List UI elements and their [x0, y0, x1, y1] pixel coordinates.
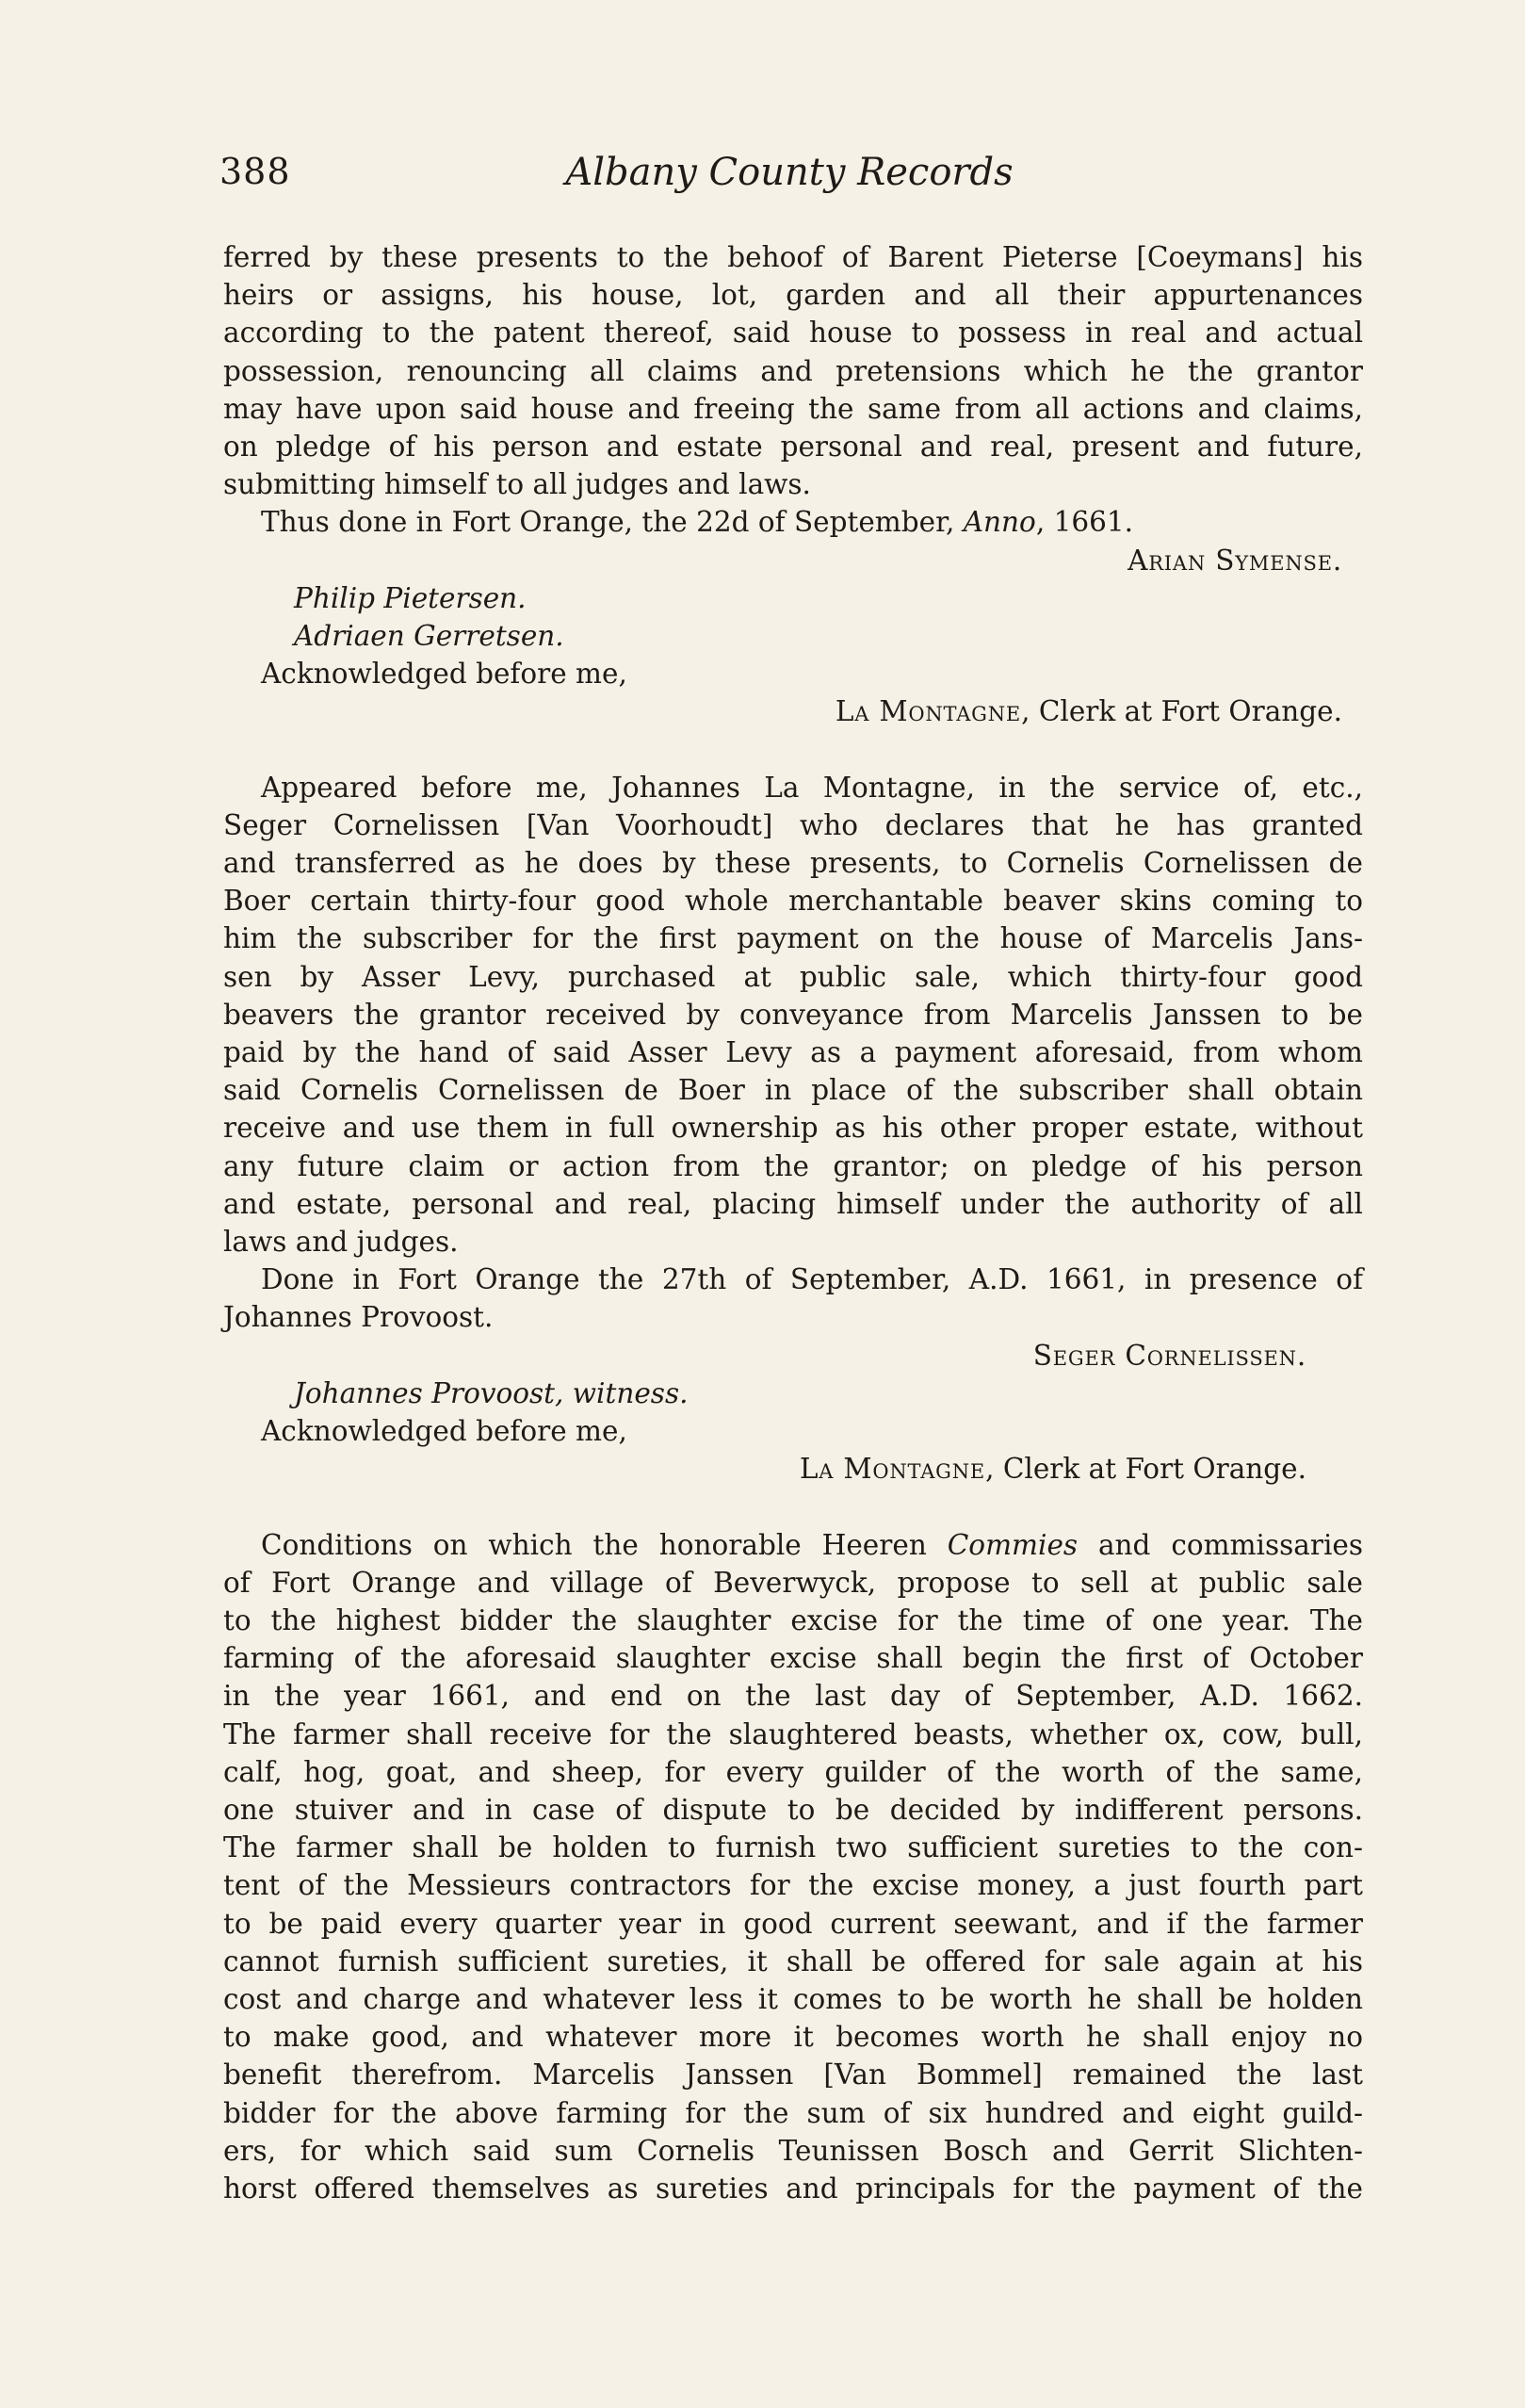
text-run: Conditions on which the honorable Heeren — [261, 1528, 948, 1561]
text-line: him the subscriber for the first payment on the house of Marcelis Jans- — [223, 922, 1363, 955]
text-line: ers, for which said sum Cornelis Teunissen Bosch and Gerrit Slichten- — [223, 2134, 1363, 2167]
text-line: on pledge of his person and estate personal and real, present and future, — [223, 431, 1363, 464]
clerk-name: La Montagne — [835, 695, 1022, 728]
page-number: 388 — [219, 151, 291, 192]
text-line: horst offered themselves as sureties and principals for the payment of the — [223, 2172, 1363, 2205]
text-line: Johannes Provoost. — [223, 1301, 494, 1334]
paragraph-conveyance-continued — [223, 238, 1363, 731]
text-line: cannot furnish sufficient sureties, it shall be offered for sale again at his — [223, 1944, 1363, 1977]
text-line: receive and use them in full ownership as his other proper estate, without — [223, 1112, 1363, 1145]
paragraph-gap — [223, 731, 1363, 769]
date-year: , 1661. — [1035, 506, 1134, 539]
witness-name: Philip Pietersen. — [294, 581, 527, 614]
text-line: laws and judges. — [223, 1226, 459, 1259]
text-line: and estate, personal and real, placing himself under the authority of all — [223, 1187, 1363, 1220]
paragraph-beaver-conveyance — [223, 769, 1363, 1489]
text-line: sen by Asser Levy, purchased at public sale, which thirty-four good — [223, 960, 1363, 993]
text-line: Appeared before me, Johannes La Montagne, in the service of, etc., — [261, 771, 1363, 804]
text-line: any future claim or action from the grantor; on pledge of his person — [223, 1149, 1363, 1182]
body-text — [223, 238, 1363, 2207]
text-line: possession, renouncing all claims and pretensions which he the grantor — [223, 354, 1363, 387]
anno-italic: Anno — [963, 506, 1036, 539]
text-line: ferred by these presents to the behoof of Barent Pieterse [Coeymans] his — [223, 241, 1363, 273]
text-line: to make good, and whatever more it becomes worth he shall enjoy no — [223, 2021, 1363, 2054]
text-line: may have upon said house and freeing the same from all actions and claims, — [223, 392, 1363, 425]
text-line: heirs or assigns, his house, lot, garden and all their appurtenances — [223, 279, 1363, 312]
text-line: in the year 1661, and end on the last day of September, A.D. 1662. — [223, 1680, 1363, 1713]
text-line: benefit therefrom. Marcelis Janssen [Van Bommel] remained the last — [223, 2058, 1363, 2091]
text-line: according to the patent thereof, said house to possess in real and actual — [223, 317, 1363, 350]
text-line: bidder for the above farming for the sum of six hundred and eight guild- — [223, 2096, 1363, 2129]
clerk-signature — [223, 1450, 1363, 1488]
clerk-title: , Clerk at Fort Orange. — [985, 1453, 1306, 1486]
text-line — [223, 1526, 1363, 1564]
text-line: submitting himself to all judges and laws. — [223, 468, 811, 501]
text-line: calf, hog, goat, and sheep, for every guilder of the worth of the same, — [223, 1755, 1363, 1788]
text-line: of Fort Orange and village of Beverwyck, propose to sell at public sale — [223, 1566, 1363, 1599]
text-line: paid by the hand of said Asser Levy as a payment aforesaid, from whom — [223, 1036, 1363, 1069]
text-line: one stuiver and in case of dispute to be decided by indifferent persons. — [223, 1793, 1363, 1826]
witness-name: Adriaen Gerretsen. — [294, 620, 564, 653]
text-line: The farmer shall be holden to furnish two sufficient sureties to the con- — [223, 1831, 1363, 1864]
clerk-name: La Montagne — [799, 1453, 986, 1486]
text-run: and commissaries — [1078, 1528, 1363, 1561]
witness-suffix: , witness. — [555, 1376, 689, 1409]
date-line — [223, 503, 1363, 541]
text-line: Seger Cornelissen [Van Voorhoudt] who declares that he has granted — [223, 808, 1363, 841]
text-line: to be paid every quarter year in good current seewant, and if the farmer — [223, 1907, 1363, 1940]
acknowledgement: Acknowledged before me, — [261, 658, 627, 691]
signer-name: Seger Cornelissen. — [1032, 1339, 1306, 1372]
text-line: Done in Fort Orange the 27th of September, A.D. 1661, in presence of — [261, 1263, 1363, 1296]
text-line: beavers the grantor received by conveyance from Marcelis Janssen to be — [223, 998, 1363, 1031]
page-header — [219, 151, 1359, 207]
acknowledgement: Acknowledged before me, — [261, 1415, 627, 1448]
clerk-signature — [223, 692, 1363, 730]
witness-name: Johannes Provoost — [294, 1376, 556, 1409]
signer-name: Arian Symense. — [1128, 544, 1342, 577]
witness-line — [223, 1375, 1363, 1412]
paragraph-excise-conditions — [223, 1526, 1363, 2208]
date-text: Thus done in Fort Orange, the 22d of September, — [261, 506, 964, 539]
text-line: said Cornelis Cornelissen de Boer in place of the subscriber shall obtain — [223, 1074, 1363, 1107]
clerk-title: , Clerk at Fort Orange. — [1021, 695, 1342, 728]
text-line: farming of the aforesaid slaughter excise shall begin the first of October — [223, 1642, 1363, 1675]
text-line: The farmer shall receive for the slaughtered beasts, whether ox, cow, bull, — [223, 1717, 1363, 1750]
text-line: cost and charge and whatever less it comes to be worth he shall be holden — [223, 1982, 1363, 2015]
text-line: tent of the Messieurs contractors for the excise money, a just fourth part — [223, 1869, 1363, 1902]
commies-italic: Commies — [947, 1528, 1079, 1561]
running-title: Albany County Records — [565, 151, 1014, 194]
text-line: Boer certain thirty-four good whole merchantable beaver skins coming to — [223, 885, 1363, 918]
text-line: to the highest bidder the slaughter excise for the time of one year. The — [223, 1603, 1363, 1636]
paragraph-gap — [223, 1489, 1363, 1526]
text-line: and transferred as he does by these presents, to Cornelis Cornelissen de — [223, 847, 1363, 880]
